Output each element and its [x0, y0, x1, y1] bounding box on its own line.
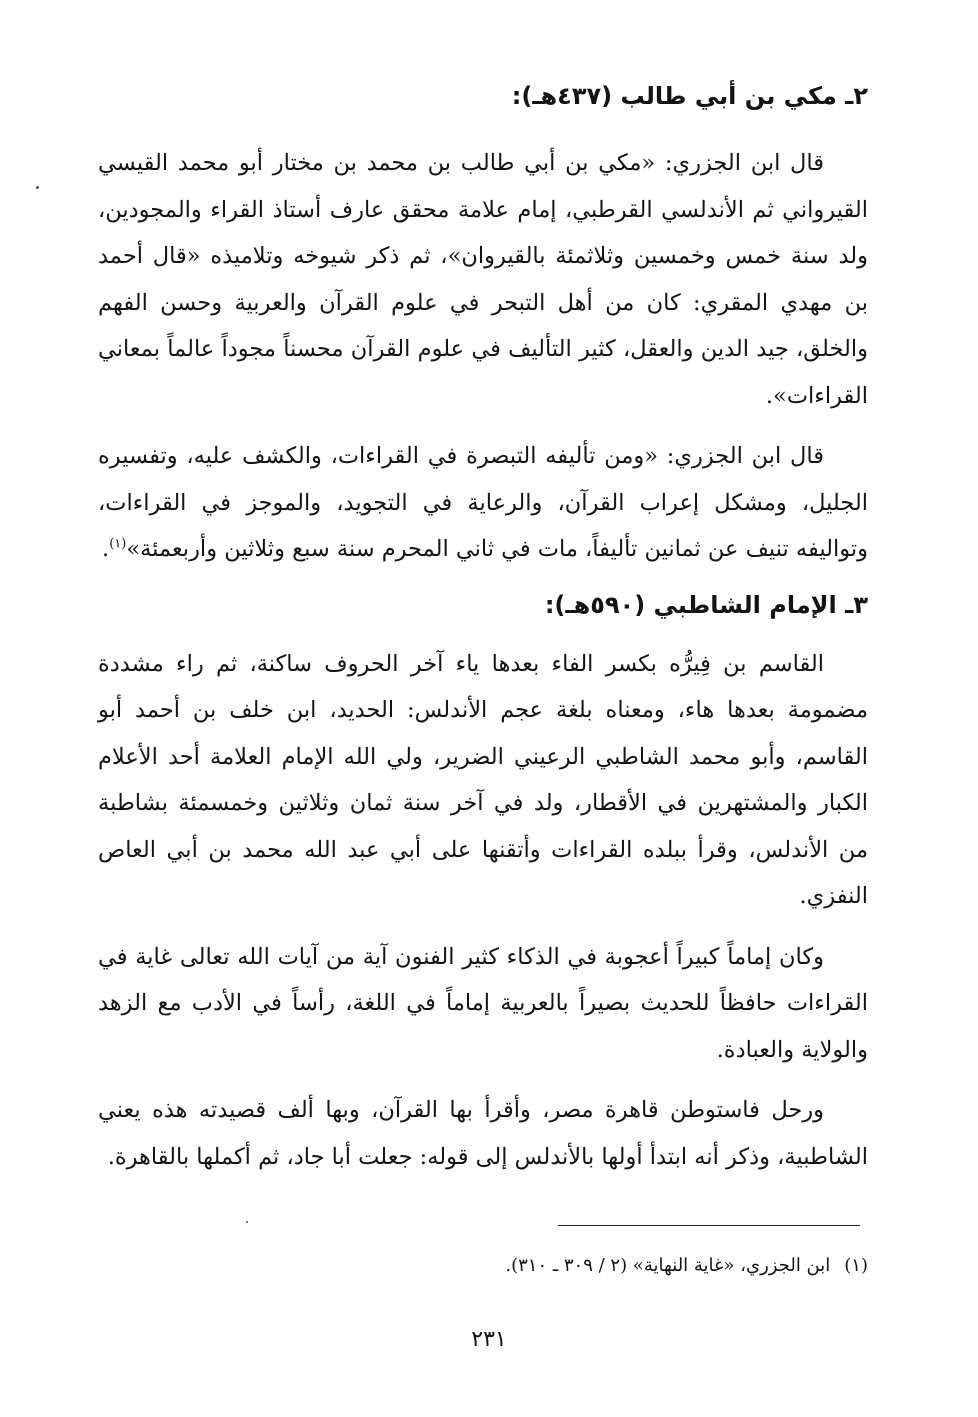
paragraph: وكان إماماً كبيراً أعجوبة في الذكاء كثير الفنون آية من آيات الله تعالى غاية في القراءات حافظاً للحديث بصيراً بالعربية إماماً في اللغة، رأساً في الأدب مع الزهد والولاية والعبادة. [98, 943, 868, 1063]
footnote-divider [558, 1225, 860, 1226]
footnote-text: ابن الجزري، «غاية النهاية» (٢ / ٣٠٩ ـ ٣١٠). [505, 1255, 831, 1276]
sentence-end: . [102, 536, 110, 562]
scan-speck [36, 186, 39, 189]
footnote [108, 1252, 868, 1280]
section-heading-shatibi: ٣ـ الإمام الشاطبي (٥٩٠هـ): [544, 590, 868, 619]
section-heading-makki: ٢ـ مكي بن أبي طالب (٤٣٧هـ): [511, 82, 868, 110]
paragraph [98, 433, 868, 573]
footnote-number: (١) [844, 1255, 868, 1276]
paragraph: ورحل فاستوطن قاهرة مصر، وأقرأ بها القرآن، وبها ألف قصيدته هذه يعني الشاطبية، وذكر أنه ابتدأ أولها بالأندلس إلى قوله: جعلت أبا جاد، ثم أكملها بالقاهرة. [98, 1097, 868, 1170]
scan-speck [246, 1221, 248, 1223]
paragraph-text: قال ابن الجزري: «ومن تأليفه التبصرة في القراءات، والكشف عليه، وتفسيره الجليل، ومشكل إعراب القرآن، والرعاية في التجويد، والموجز في القراءات، وتواليفه تنيف عن ثمانين تأليفاً، مات في ثاني المحرم سنة سبع وثلاثين وأربعمئة» [98, 443, 868, 562]
book-page [98, 78, 868, 1194]
footnote-marker[interactable]: (١) [109, 536, 127, 552]
paragraph: قال ابن الجزري: «مكي بن أبي طالب بن محمد بن مختار أبو محمد القيسي القيرواني ثم الأندلسي القرطبي، إمام علامة محقق عارف أستاذ القراء والمجودين، ولد سنة خمس وخمسين وثلاثمئة بالقيروان»، ثم ذكر شيوخه وتلاميذه «قال أحمد بن مهدي المقري: كان من أهل التبحر في علوم القرآن والعربية وحسن الفهم والخلق، جيد الدين والعقل، كثير التأليف في علوم القرآن محسناً مجوداً عالماً بمعاني القراءات». [98, 150, 868, 409]
page-number: ٢٣١ [471, 1327, 507, 1352]
paragraph: القاسم بن فِيرُّه بكسر الفاء بعدها ياء آخر الحروف ساكنة، ثم راء مشددة مضمومة بعدها هاء، ومعناه بلغة عجم الأندلس: الحديد، ابن خلف بن أحمد أبو القاسم، وأبو محمد الشاطبي الرعيني الضرير، ولي الله الإمام العلامة أحد الأعلام الكبار والمشتهرين في الأقطار، ولد في آخر سنة ثمان وثلاثين وخمسمئة بشاطبة من الأندلس، وقرأ ببلده القراءات وأتقنها على أبي عبد الله محمد بن أبي العاص النفزي. [98, 650, 868, 909]
